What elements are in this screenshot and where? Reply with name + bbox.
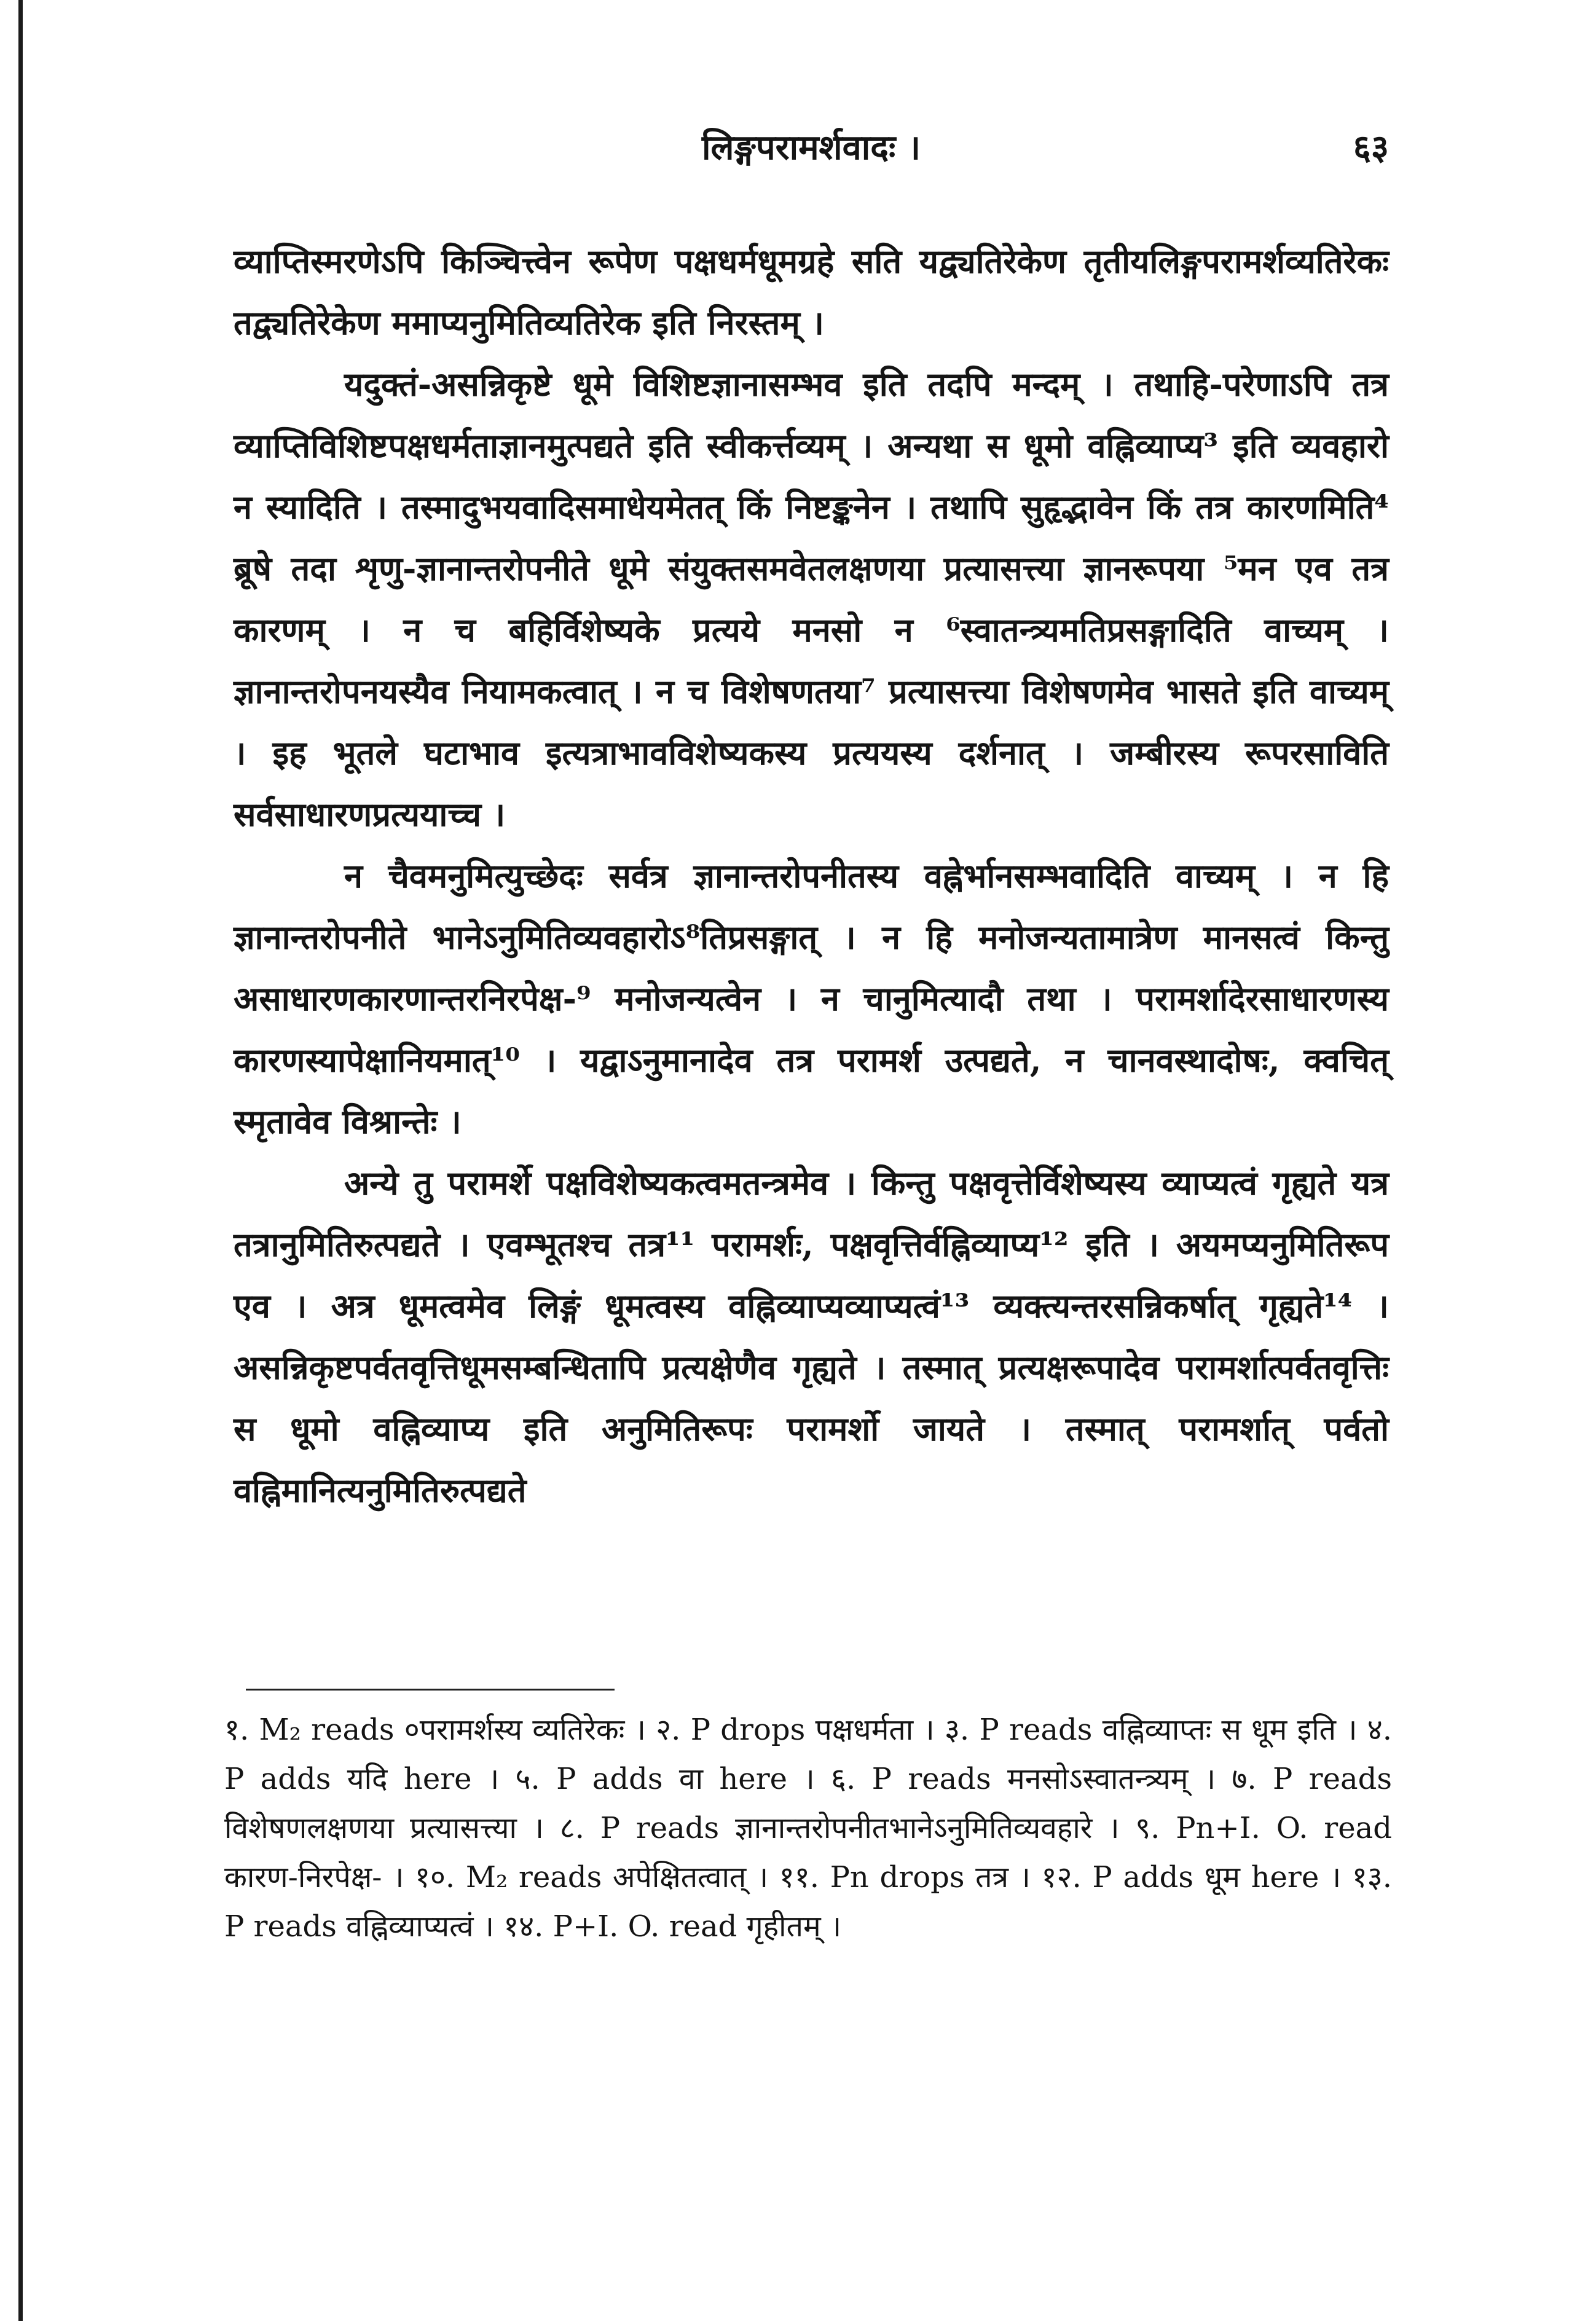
footnote-text: १. M₂ reads ०परामर्शस्य व्यतिरेकः । २. P drops पक्षधर्मता । ३. P reads वह्निव्याप्तः स धूम इति । ४. P adds यदि here । ५. P adds वा here । ६. P reads मनसोऽस्वातन्त्र्यम् । ७. P reads विशेषणलक्षणया प्रत्यासत्त्या । ८. P reads ज्ञानान्तरोपनीतभानेऽनुमितिव्यवहारे । ९. Pn+I. O. read कारण-निरपेक्ष- । १०. M₂ reads अपेक्षितत्वात् । ११. Pn drops तत्र । १२. P adds धूम here । १३. P reads वह्निव्याप्यत्वं । १४. P+I. O. read गृहीतम् । <box>224 1713 1392 1944</box>
paragraph: यदुक्तं-असन्निकृष्टे धूमे विशिष्टज्ञानासम्भव इति तदपि मन्दम् । तथाहि-परेणाऽपि तत्र व्याप्तिविशिष्टपक्षधर्मताज्ञानमुत्पद्यते इति स्वीकर्त्तव्यम् । अन्यथा स धूमो वह्निव्याप्य³ इति व्यवहारो न स्यादिति । तस्मादुभयवादिसमाधेयमेतत् किं निष्टङ्कनेन । तथापि सुहृद्भावेन किं तत्र कारणमिति⁴ ब्रूषे तदा शृणु-ज्ञानान्तरोपनीते धूमे संयुक्तसमवेतलक्षणया प्रत्यासत्त्या ज्ञानरूपया ⁵मन एव तत्र कारणम् । न च बहिर्विशेष्यके प्रत्यये मनसो न ⁶स्वातन्त्र्यमतिप्रसङ्गादिति वाच्यम् । ज्ञानान्तरोपनयस्यैव नियामकत्वात् । न च विशेषणतया⁷ प्रत्यासत्त्या विशेषणमेव भासते इति वाच्यम् । इह भूतले घटाभाव इत्यत्राभावविशेष्यकस्य प्रत्ययस्य दर्शनात् । जम्बीरस्य रूपरसाविति सर्वसाधारणप्रत्ययाच्च । <box>234 364 1389 834</box>
running-head: लिङ्गपरामर्शवादः । <box>701 127 921 168</box>
footnotes <box>224 1705 1392 1951</box>
paragraph: अन्ये तु परामर्शे पक्षविशेष्यकत्वमतन्त्रमेव । किन्तु पक्षवृत्तेर्विशेष्यस्य व्याप्यत्वं गृह्यते यत्र तत्रानुमितिरुत्पद्यते । एवम्भूतश्च तत्र¹¹ परामर्शः, पक्षवृत्तिर्वह्निव्याप्य¹² इति । अयमप्यनुमितिरूप एव । अत्र धूमत्वमेव लिङ्गं धूमत्वस्य वह्निव्याप्यव्याप्यत्वं¹³ व्यक्त्यन्तरसन्निकर्षात् गृह्यते¹⁴ । असन्निकृष्टपर्वतवृत्तिधूमसम्बन्धितापि प्रत्यक्षेणैव गृह्यते । तस्मात् प्रत्यक्षरूपादेव परामर्शात्पर्वतवृत्तिः स धूमो वह्निव्याप्य इति अनुमितिरूपः परामर्शो जायते । तस्मात् परामर्शात् पर्वतो वह्निमानित्यनुमितिरुत्पद्यते <box>234 1163 1389 1510</box>
page-header <box>234 123 1389 178</box>
page-number: ६३ <box>1353 127 1389 168</box>
paragraph: न चैवमनुमित्युच्छेदः सर्वत्र ज्ञानान्तरोपनीतस्य वह्नेर्भानसम्भवादिति वाच्यम् । न हि ज्ञानान्तरोपनीते भानेऽनुमितिव्यवहारोऽ⁸तिप्रसङ्गात् । न हि मनोजन्यतामात्रेण मानसत्वं किन्तु असाधारणकारणान्तरनिरपेक्ष-⁹ मनोजन्यत्वेन । न चानुमित्यादौ तथा । परामर्शादेरसाधारणस्य कारणस्यापेक्षानियमात्¹⁰ । यद्वाऽनुमानादेव तत्र परामर्श उत्पद्यते, न चानवस्थादोषः, क्वचित् स्मृतावेव विश्रान्तेः । <box>234 856 1389 1141</box>
main-text <box>234 230 1389 1521</box>
binding-edge-line <box>18 0 23 2321</box>
footnote-separator <box>246 1689 615 1691</box>
paragraph: व्याप्तिस्मरणेऽपि किञ्चित्त्वेन रूपेण पक्षधर्मधूमग्रहे सति यद्व्यतिरेकेण तृतीयलिङ्गपरामर्शव्यतिरेकः तद्व्यतिरेकेण ममाप्यनुमितिव्यतिरेक इति निरस्तम् । <box>234 242 1389 342</box>
